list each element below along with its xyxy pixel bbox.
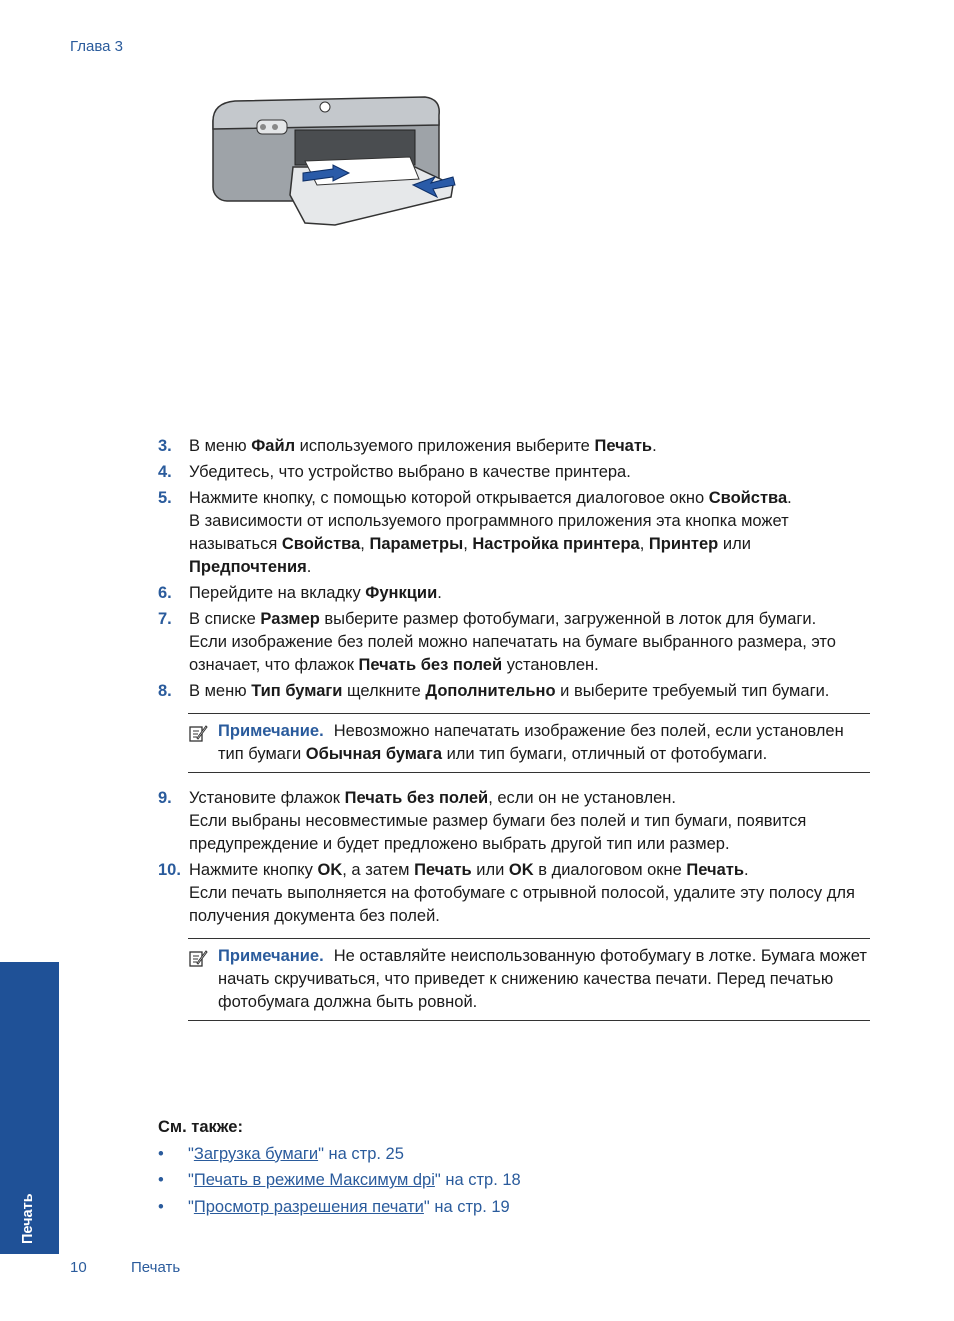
bold-text: Настройка принтера xyxy=(472,535,640,553)
see-also-title: См. также: xyxy=(158,1118,243,1136)
text-run: Установите флажок xyxy=(189,789,345,807)
quote-mark: " xyxy=(188,1171,194,1189)
text-run: . xyxy=(744,861,749,879)
quote-mark: " xyxy=(318,1144,329,1163)
footer-section: Печать xyxy=(131,1259,181,1276)
step-item xyxy=(158,787,870,856)
note-box xyxy=(188,713,870,773)
bold-text: Печать xyxy=(414,861,472,879)
bold-text: Свойства xyxy=(708,489,788,507)
step-paragraph xyxy=(189,510,870,579)
bold-text: Предпочтения xyxy=(189,558,307,576)
step-number: 9. xyxy=(158,789,172,807)
text-run: , xyxy=(463,535,473,553)
see-also-section xyxy=(158,1114,858,1220)
see-also-item xyxy=(158,1194,858,1221)
bold-text: Печать xyxy=(594,437,653,455)
step-paragraph xyxy=(189,680,870,703)
text-run: щелкните xyxy=(342,682,426,700)
quote-mark: " xyxy=(188,1144,194,1163)
text-run: Если выбраны несовместимые размер бумаги без полей и тип бумаги, появится предупреждение и будет предложено выбрать другой тип или размер. xyxy=(189,812,807,853)
bullet-icon: • xyxy=(158,1171,164,1189)
bold-text: Тип бумаги xyxy=(251,682,343,700)
note-text xyxy=(218,945,870,1014)
bold-text: OK xyxy=(508,861,534,879)
text-run: , xyxy=(360,535,370,553)
note-icon xyxy=(188,723,208,743)
step-paragraph xyxy=(189,435,870,458)
text-run: используемого приложения выберите xyxy=(295,437,595,455)
step-item xyxy=(158,487,870,579)
step-paragraph xyxy=(189,631,870,677)
quote-mark: " xyxy=(434,1171,446,1189)
step-paragraph xyxy=(189,487,870,510)
see-also-link[interactable]: Печать в режиме Максимум dpi xyxy=(193,1171,435,1189)
bold-text: Принтер xyxy=(648,535,719,553)
page-reference: на стр. 25 xyxy=(328,1144,404,1163)
step-paragraph xyxy=(189,859,870,882)
see-also-link[interactable]: Загрузка бумаги xyxy=(193,1144,319,1163)
step-number: 5. xyxy=(158,489,172,507)
step-paragraph xyxy=(189,608,870,631)
page-reference: на стр. 19 xyxy=(434,1197,510,1216)
text-run: Перейдите на вкладку xyxy=(189,584,366,602)
text-run: и выберите требуемый тип бумаги. xyxy=(555,682,830,700)
text-run: Если печать выполняется на фотобумаге с отрывной полосой, удалите эту полосу для получения документа без полей. xyxy=(189,884,855,925)
bullet-icon: • xyxy=(158,1144,164,1163)
step-item xyxy=(158,680,870,703)
text-run: или xyxy=(718,535,751,553)
bold-text: Печать xyxy=(686,861,744,879)
bold-text: Свойства xyxy=(281,535,361,553)
step-number: 7. xyxy=(158,610,172,628)
text-run: В меню xyxy=(189,437,252,455)
text-run: выберите размер фотобумаги, загруженной в лоток для бумаги. xyxy=(319,610,817,628)
bold-text: Функции xyxy=(365,584,438,602)
text-run: или xyxy=(471,861,509,879)
text-run: Если изображение без полей можно напечатать на бумаге выбранного размера, это означает, что флажок xyxy=(189,633,836,674)
text-run: . xyxy=(787,489,792,507)
text-run: В меню xyxy=(189,682,252,700)
bold-text: Файл xyxy=(251,437,296,455)
see-also-list xyxy=(158,1141,858,1221)
text-run: В зависимости от используемого программного приложения эта кнопка может называться xyxy=(189,512,789,553)
step-number: 10. xyxy=(158,861,181,879)
side-tab xyxy=(0,962,59,1254)
side-tab-label: Печать xyxy=(20,1193,36,1244)
step-number: 8. xyxy=(158,682,172,700)
quote-mark: " xyxy=(188,1197,194,1216)
text-run: , xyxy=(639,535,649,553)
text-run: Убедитесь, что устройство выбрано в качестве принтера. xyxy=(189,463,631,481)
text-run: в диалоговом окне xyxy=(533,861,687,879)
page-reference: на стр. 18 xyxy=(445,1171,521,1189)
text-run: установлен. xyxy=(502,656,599,674)
step-item xyxy=(158,608,870,677)
note-icon xyxy=(188,948,208,968)
quote-mark: " xyxy=(423,1197,435,1216)
note-label: Примечание. xyxy=(218,722,324,740)
bold-text: Печать без полей xyxy=(344,789,489,807)
step-item xyxy=(158,859,870,928)
bold-text: Дополнительно xyxy=(425,682,556,700)
bold-text: OK xyxy=(317,861,343,879)
step-number: 3. xyxy=(158,437,172,455)
page-number: 10 xyxy=(70,1259,87,1276)
bold-text: Печать без полей xyxy=(358,656,503,674)
text-run: , а затем xyxy=(342,861,415,879)
step-paragraph xyxy=(189,787,870,810)
text-run: . xyxy=(306,558,312,576)
text-run: Нажмите кнопку, с помощью которой открывается диалоговое окно xyxy=(189,489,709,507)
step-paragraph xyxy=(189,582,870,605)
step-number: 4. xyxy=(158,463,172,481)
bold-text: Параметры xyxy=(369,535,464,553)
text-run: Невозможно напечатать изображение без полей, если установлен тип бумаги xyxy=(218,722,844,763)
text-run: , если он не установлен. xyxy=(488,789,676,807)
text-run: . xyxy=(437,584,442,602)
instruction-steps xyxy=(158,435,870,1035)
text-run: или тип бумаги, отличный от фотобумаги. xyxy=(442,745,768,763)
step-number: 6. xyxy=(158,584,172,602)
text-run: В списке xyxy=(189,610,261,628)
bold-text: Размер xyxy=(260,610,320,628)
step-paragraph xyxy=(189,461,870,484)
step-paragraph xyxy=(189,882,870,928)
note-text xyxy=(218,720,870,766)
see-also-item xyxy=(158,1167,858,1194)
step-item xyxy=(158,461,870,484)
note-box xyxy=(188,938,870,1021)
text-run: Не оставляйте неиспользованную фотобумагу в лотке. Бумага может начать скручиваться, что приведет к снижению качества печати. Перед печатью фотобумага должна быть ровной. xyxy=(218,947,867,1011)
step-paragraph xyxy=(189,810,870,856)
bold-text: Обычная бумага xyxy=(305,745,442,763)
step-item xyxy=(158,435,870,458)
see-also-link[interactable]: Просмотр разрешения печати xyxy=(193,1197,424,1216)
chapter-header: Глава 3 xyxy=(70,38,124,55)
note-label: Примечание. xyxy=(218,947,324,965)
printer-illustration xyxy=(205,85,465,235)
bullet-icon: • xyxy=(158,1197,164,1216)
see-also-item xyxy=(158,1141,858,1168)
text-run: . xyxy=(652,437,657,455)
text-run: Нажмите кнопку xyxy=(189,861,318,879)
step-item xyxy=(158,582,870,605)
